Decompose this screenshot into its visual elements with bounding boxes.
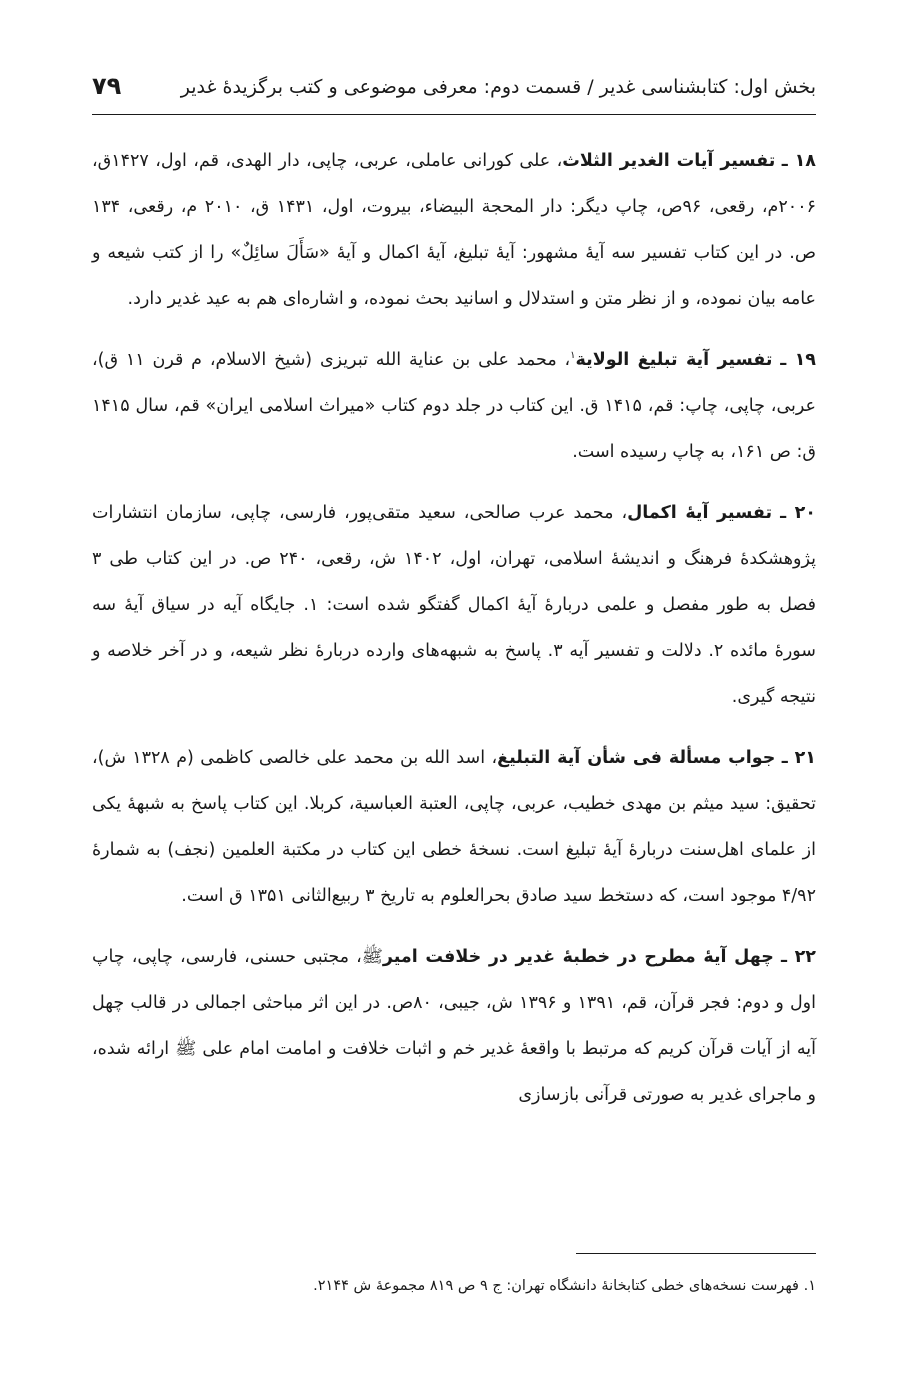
page-number: ۷۹: [92, 72, 122, 100]
entry-title: تفسیر آیة تبلیغ الولایة: [575, 350, 773, 370]
entry-number: ۱۸ ـ: [781, 151, 816, 171]
footnote-divider: [576, 1253, 816, 1254]
entry-number: ۲۲ ـ: [781, 947, 816, 967]
entry-21: [92, 735, 816, 919]
entry-19: [92, 337, 816, 475]
entry-18: [92, 138, 816, 322]
page-body: [92, 138, 816, 1133]
header-title: بخش اول: کتابشناسی غدیر / قسمت دوم: معرفی موضوعی و کتب برگزیدهٔ غدیر: [180, 76, 816, 98]
entry-title: جواب مسألة فی شأن آیة التبلیغ: [497, 748, 776, 768]
entry-text: ، محمد عرب صالحی، سعید متقی‌پور، فارسی، چاپی، سازمان انتشارات پژوهشکدهٔ فرهنگ و اندیشهٔ اسلامی، تهران، اول، ۱۴۰۲ ش، رقعی، ۲۴۰ ص. در این کتاب طی ۳ فصل به طور مفصل و علمی دربارهٔ آیهٔ اکمال گفتگو شده است: ۱. جایگاه آیه در سیاق آیهٔ سه سورهٔ مائده ۲. دلالت و تفسیر آیه ۳. پاسخ به شبهه‌های وارده دربارهٔ نظر شیعه، و در آخر خلاصه و نتیجه گیری.: [92, 503, 816, 707]
running-header: [92, 70, 816, 115]
entry-title: تفسیر آیات الغدیر الثلاث: [562, 151, 776, 171]
entry-title: چهل آیهٔ مطرح در خطبهٔ غدیر در خلافت امیر: [382, 947, 774, 967]
footnote-marker: ۱: [570, 350, 576, 362]
entry-text: ، محمد علی بن عنایة الله تبریزی (شیخ الاسلام، م قرن ۱۱ ق)، عربی، چاپی، چاپ: قم، ۱۴۱۵ ق. این کتاب در جلد دوم کتاب «میراث اسلامی ایران» قم، سال ۱۴۱۵ ق: ص ۱۶۱، به چاپ رسیده است.: [92, 350, 816, 462]
entry-text: ، علی کورانی عاملی، عربی، چاپی، دار الهدی، قم، اول، ۱۴۲۷ق، ۲۰۰۶م، رقعی، ۹۶ص، چاپ دیگر: دار المحجة البیضاء، بیروت، اول، ۱۴۳۱ ق، ۲۰۱۰ م، رقعی، ۱۳۴ ص. در این کتاب تفسیر سه آیهٔ مشهور: آیهٔ تبلیغ، آیهٔ اکمال و آیهٔ «سَأَلَ سائِلٌ» را از کتب شیعه و عامه بیان نموده، و از نظر متن و استدلال و اسانید بحث نموده، و اشاره‌ای هم به عید غدیر دارد.: [92, 151, 817, 309]
entry-text: ، مجتبی حسنی، فارسی، چاپی، چاپ اول و دوم: فجر قرآن، قم، ۱۳۹۱ و ۱۳۹۶ ش، جیبی، ۸۰ص. در این اثر مباحثی اجمالی در قالب چهل آیه از آیات قرآن کریم که مرتبط با واقعهٔ غدیر خم و اثبات خلافت و امامت امام علی ﷺ ارائه شده، و ماجرای غدیر به صورتی قرآنی بازسازی: [92, 947, 816, 1105]
footnote: ۱. فهرست نسخه‌های خطی کتابخانهٔ دانشگاه تهران: ج ۹ ص ۸۱۹ مجموعهٔ ش ۲۱۴۴.: [313, 1278, 816, 1294]
entry-22: [92, 934, 816, 1118]
entry-title: تفسیر آیهٔ اکمال: [627, 503, 773, 523]
honorific-glyph: ﷺ: [361, 947, 383, 967]
entry-number: ۲۰ ـ: [780, 503, 816, 523]
entry-number: ۱۹ ـ: [780, 350, 816, 370]
entry-text: ، اسد الله بن محمد علی خالصی کاظمی (م ۱۳۲۸ ش)، تحقیق: سید میثم بن مهدی خطیب، عربی، چاپی، العتبة العباسیة، کربلا. این کتاب پاسخ به شبههٔ یکی از علمای اهل‌سنت دربارهٔ آیهٔ تبلیغ است. نسخهٔ خطی این کتاب در مکتبة العلمین (نجف) به شمارهٔ ۴/۹۲ موجود است، که دستخط سید صادق بحرالعلوم به تاریخ ۳ ربیع‌الثانی ۱۳۵۱ ق است.: [92, 748, 816, 906]
entry-number: ۲۱ ـ: [781, 748, 816, 768]
entry-20: [92, 490, 816, 720]
